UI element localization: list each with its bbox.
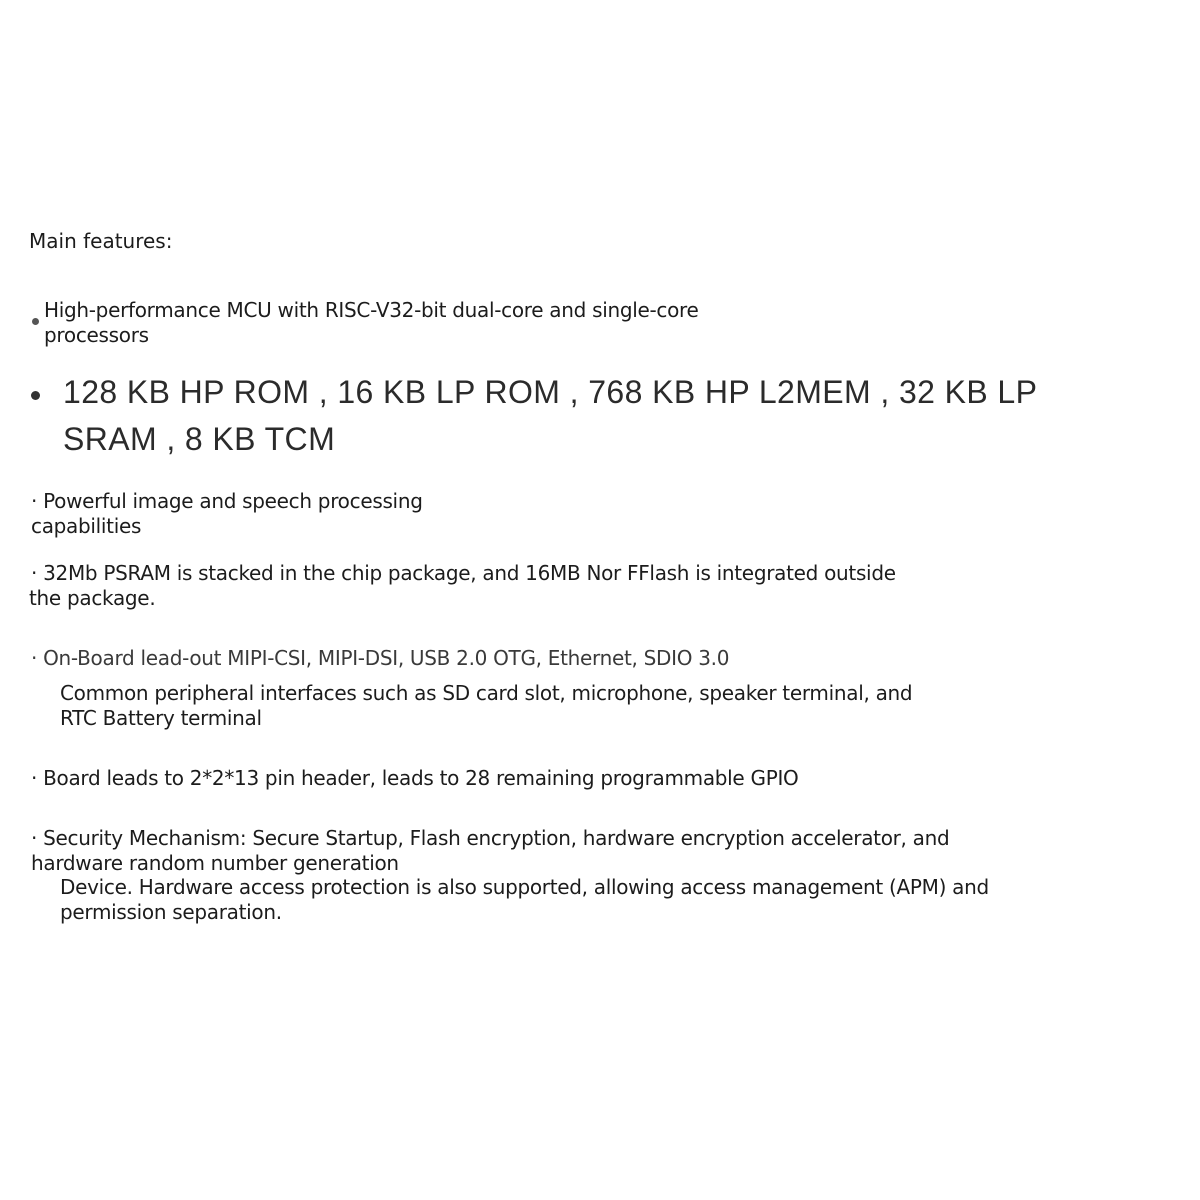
bullet-icon	[32, 318, 39, 325]
feature-line: Common peripheral interfaces such as SD card slot, microphone, speaker terminal, and	[60, 681, 913, 705]
feature-line: · Board leads to 2*2*13 pin header, leads to 28 remaining programmable GPIO	[31, 766, 799, 790]
feature-line: permission separation.	[60, 900, 282, 924]
bullet-icon	[31, 391, 40, 400]
feature-line: High-performance MCU with RISC-V32-bit dual-core and single-core	[44, 298, 699, 322]
feature-line: · 32Mb PSRAM is stacked in the chip package, and 16MB Nor FFlash is integrated outside	[31, 561, 896, 585]
feature-line: SRAM , 8 KB TCM	[63, 421, 336, 457]
feature-line: · On-Board lead-out MIPI-CSI, MIPI-DSI, USB 2.0 OTG, Ethernet, SDIO 3.0	[31, 646, 730, 670]
feature-line: RTC Battery terminal	[60, 706, 262, 730]
heading-main-features: Main features:	[29, 229, 173, 253]
feature-line: 128 KB HP ROM , 16 KB LP ROM , 768 KB HP L2MEM , 32 KB LP	[63, 374, 1038, 410]
feature-line: hardware random number generation	[31, 851, 399, 875]
feature-line: Device. Hardware access protection is also supported, allowing access management (APM) and	[60, 875, 989, 899]
feature-line: processors	[44, 323, 149, 347]
feature-line: · Security Mechanism: Secure Startup, Flash encryption, hardware encryption accelerator, and	[31, 826, 950, 850]
feature-line: the package.	[29, 586, 156, 610]
feature-line: · Powerful image and speech processing	[31, 489, 423, 513]
feature-line: capabilities	[31, 514, 142, 538]
